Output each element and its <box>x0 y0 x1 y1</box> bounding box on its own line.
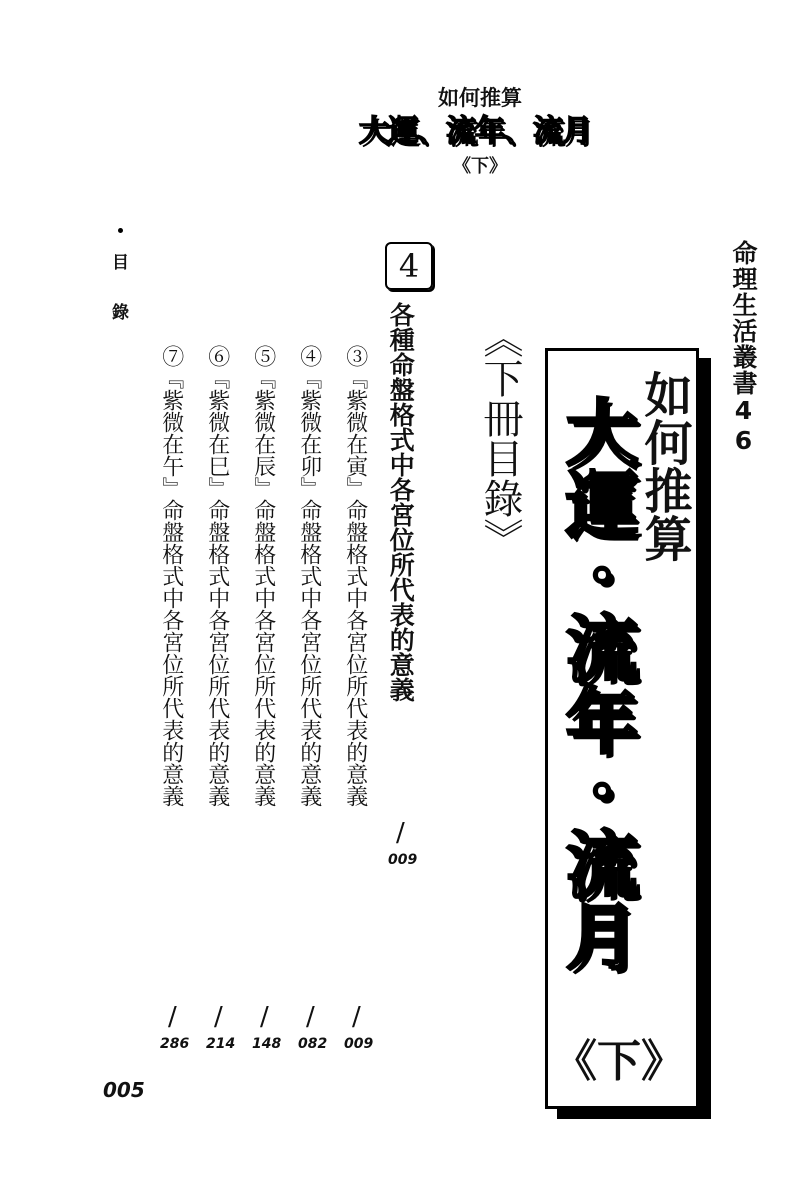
page-number: 005 <box>103 1078 145 1102</box>
entry-text: 『紫微在巳』命盤格式中各宮位所代表的意義 <box>204 367 230 807</box>
entry-page-slash: / <box>306 1002 315 1032</box>
toc-entry[interactable] <box>159 345 183 807</box>
entry-text: 『紫微在寅』命盤格式中各宮位所代表的意義 <box>342 367 368 807</box>
entry-text: 『紫微在午』命盤格式中各宮位所代表的意義 <box>158 367 184 807</box>
entry-page-number: 082 <box>298 1036 328 1052</box>
section-page-number: 009 <box>388 852 418 868</box>
header-title-line2 <box>355 106 595 149</box>
toc-entry[interactable] <box>205 345 229 807</box>
toc-entry[interactable] <box>297 345 321 807</box>
entry-marker: ⑤ <box>250 345 276 367</box>
section-page-slash: / <box>396 818 405 848</box>
entry-page-number: 214 <box>206 1036 236 1052</box>
side-label-char1: 目 <box>112 253 129 273</box>
entry-marker: ⑦ <box>158 345 184 367</box>
header-title-line1: 如何推算 <box>438 86 522 110</box>
toc-entry[interactable] <box>251 345 275 807</box>
entry-text: 『紫微在卯』命盤格式中各宮位所代表的意義 <box>296 367 322 807</box>
entry-page-number: 286 <box>160 1036 190 1052</box>
entry-marker: ⑥ <box>204 345 230 367</box>
entry-marker: ③ <box>342 345 368 367</box>
side-label-char2: 錄 <box>112 303 129 323</box>
side-label-dot <box>118 228 123 233</box>
entry-page-slash: / <box>168 1002 177 1032</box>
entry-page-number: 009 <box>344 1036 374 1052</box>
section-number-box: 4 <box>385 242 433 290</box>
toc-title: 《下冊目錄》 <box>477 318 523 558</box>
header-title-line3: 《下》 <box>453 156 507 177</box>
cover-title-line2: 大運・流年・流月 <box>554 395 638 971</box>
cover-title-line3: 《下》 <box>553 1036 685 1087</box>
entry-page-number: 148 <box>252 1036 282 1052</box>
entry-page-slash: / <box>352 1002 361 1032</box>
entry-page-slash: / <box>214 1002 223 1032</box>
header-title-line2-text: 大運、流年、流月 <box>359 114 591 149</box>
section-title: 各種命盤格式中各宮位所代表的意義 <box>386 302 416 702</box>
cover-title-line1: 如何推算 <box>636 370 692 562</box>
entry-marker: ④ <box>296 345 322 367</box>
toc-entry[interactable] <box>343 345 367 807</box>
series-label: 命理生活叢書46 <box>729 240 758 456</box>
entry-page-slash: / <box>260 1002 269 1032</box>
entry-text: 『紫微在辰』命盤格式中各宮位所代表的意義 <box>250 367 276 807</box>
